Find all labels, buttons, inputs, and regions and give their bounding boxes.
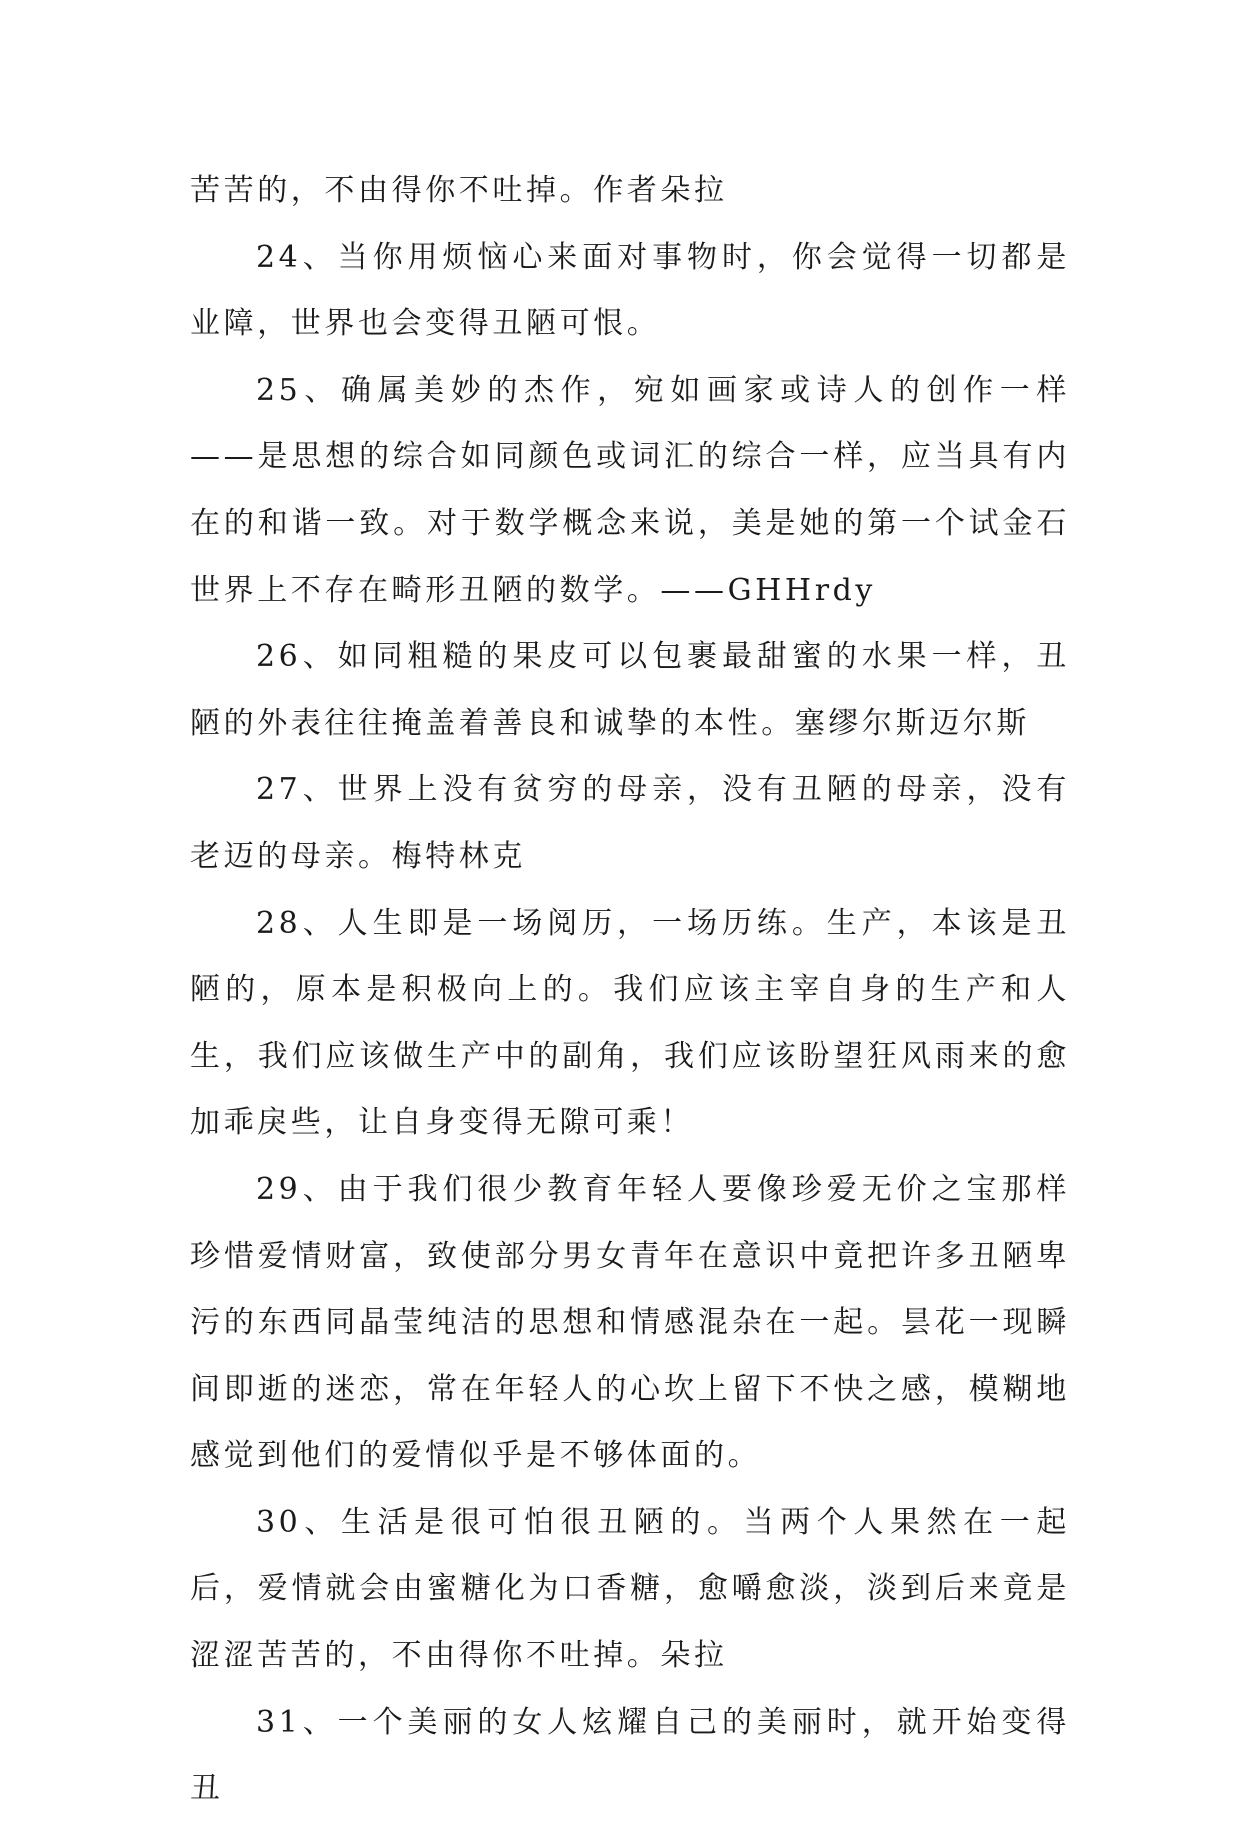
paragraph-quote-27: 27、世界上没有贫穷的母亲，没有丑陋的母亲，没有老迈的母亲。梅特林克 (190, 772, 1070, 874)
paragraph-continuation: 苦苦的，不由得你不吐掉。作者朵拉 (190, 173, 728, 208)
paragraph-quote-25: 25、确属美妙的杰作，宛如画家或诗人的创作一样——是思想的综合如同颜色或词汇的综合一样，应当具有内在的和谐一致。对于数学概念来说，美是她的第一个试金石世界上不存在畸形丑陋的数学。——GHHrdy (190, 372, 1070, 608)
paragraph-quote-31: 31、一个美丽的女人炫耀自己的美丽时，就开始变得丑 (190, 1704, 1070, 1807)
document-body (190, 158, 1070, 1823)
paragraph-quote-26: 26、如同粗糙的果皮可以包裹最甜蜜的水果一样，丑陋的外表往往掩盖着善良和诚挚的本性。塞缪尔斯迈尔斯 (190, 639, 1070, 741)
paragraph-quote-29: 29、由于我们很少教育年轻人要像珍爱无价之宝那样珍惜爱情财富，致使部分男女青年在意识中竟把许多丑陋卑污的东西同晶莹纯洁的思想和情感混杂在一起。昙花一现瞬间即逝的迷恋，常在年轻人的心坎上留下不快之感，模糊地感觉到他们的爱情似乎是不够体面的。 (190, 1171, 1070, 1474)
paragraph-quote-28: 28、人生即是一场阅历，一场历练。生产，本该是丑陋的，原本是积极向上的。我们应该主宰自身的生产和人生，我们应该做生产中的副角，我们应该盼望狂风雨来的愈加乖戾些，让自身变得无隙可乘！ (190, 905, 1070, 1141)
paragraph-quote-30: 30、生活是很可怕很丑陋的。当两个人果然在一起后，爱情就会由蜜糖化为口香糖，愈嚼愈淡，淡到后来竟是涩涩苦苦的，不由得你不吐掉。朵拉 (190, 1504, 1070, 1674)
paragraph-quote-24: 24、当你用烦恼心来面对事物时，你会觉得一切都是业障，世界也会变得丑陋可恨。 (190, 239, 1070, 342)
